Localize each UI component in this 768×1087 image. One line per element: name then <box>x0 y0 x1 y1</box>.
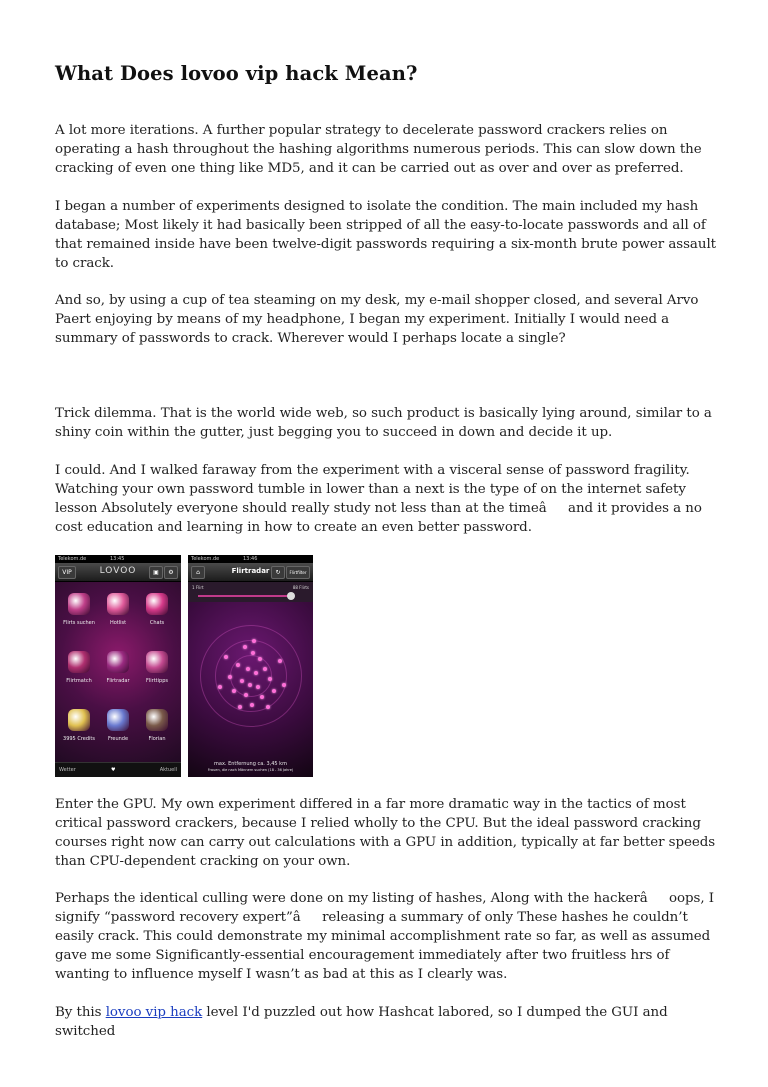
vip-button: VIP <box>58 566 76 579</box>
page-title: What Does lovoo vip hack Mean? <box>55 62 418 85</box>
menu-tile-label: Chats <box>149 620 165 626</box>
paragraph-6: Enter the GPU. My own experiment differed in a far more dramatic way in the tactics of most critical password crackers, because I relied wholly to the CPU. But the ideal password cracking courses right now can carry out calculations with a GPU in addition, typically at far better speeds than CPU-dependent cracking on your own. <box>55 797 716 869</box>
camera-icon: ▣ <box>149 566 163 579</box>
radar-dot <box>266 705 270 709</box>
radar-dot <box>254 671 258 675</box>
radar-dot <box>236 663 240 667</box>
radar-dot <box>260 695 264 699</box>
flirtradar-screenshot <box>188 555 313 777</box>
menu-tile-label: Hotlist <box>109 620 127 626</box>
distance-slider <box>188 582 313 602</box>
lovoo-menu-screenshot <box>55 555 181 777</box>
menu-tile-label: 3995 Credits <box>63 736 95 742</box>
bottom-left-label: Wetter <box>59 767 76 773</box>
radar-dot <box>268 677 272 681</box>
paragraph-8-end: level I'd puzzled out how Hashcat labored, so I dumped the GUI and switched <box>55 1005 668 1039</box>
paragraph-1: A lot more iterations. A further popular strategy to decelerate password crackers relies on operating a hash throughout the hashing algorithms numerous periods. This can slow down the cracking of even one thing like MD5, and it can be carried out as over and over as preferred. <box>55 123 702 176</box>
chat-bubbles-icon <box>146 593 168 615</box>
paragraph-8 <box>55 1004 720 1042</box>
radar-icon <box>107 651 129 673</box>
profile-icon <box>146 709 168 731</box>
radar-dot <box>243 645 247 649</box>
slider-knob <box>287 592 295 600</box>
menu-tile-label: Flirts suchen <box>63 620 95 626</box>
menu-tile[interactable] <box>61 651 97 684</box>
paragraph-8-start: By this <box>55 1005 106 1020</box>
radar-ring-inner <box>230 655 272 697</box>
radar-dot <box>282 683 286 687</box>
bottom-right-label: Aktuell <box>159 767 177 773</box>
radar-dot <box>238 705 242 709</box>
status-bar <box>188 555 313 563</box>
lovoo-logo: LOVOO <box>99 566 137 576</box>
radar-dot <box>244 693 248 697</box>
radar-dot <box>218 685 222 689</box>
radar-dot <box>263 667 267 671</box>
magnifier-icon <box>68 593 90 615</box>
radar-dot <box>228 675 232 679</box>
radar-footer <box>188 761 313 773</box>
menu-tile-label: Florian <box>148 736 166 742</box>
gear-icon: ⚙ <box>164 566 178 579</box>
filter-button: Flirtfilter <box>286 566 310 579</box>
app-top-bar <box>188 563 313 582</box>
lovoo-vip-hack-link[interactable]: lovoo vip hack <box>105 1005 203 1020</box>
cards-icon <box>68 651 90 673</box>
radar-dot <box>252 639 256 643</box>
menu-tile[interactable] <box>61 593 97 626</box>
paragraph-3: And so, by using a cup of tea steaming on my desk, my e-mail shopper closed, and several Arvo Paert enjoying by means of my headphone, I began my experiment. Initially I would need a summary of passwords to crack. Wherever would I perhaps locate a single? <box>55 293 699 346</box>
carrier-label: Telekom.de <box>191 556 220 562</box>
menu-tile[interactable] <box>139 593 175 626</box>
time-label: 13:46 <box>243 556 258 562</box>
radar-dot <box>246 667 250 671</box>
friends-icon <box>107 709 129 731</box>
menu-tile[interactable] <box>100 593 136 626</box>
paragraph-4: Trick dilemma. That is the world wide web, so such product is basically lying around, similar to a shiny coin within the gutter, just begging you to succeed in down and decide it up. <box>55 406 712 440</box>
radar-dot <box>240 679 244 683</box>
search-filter-label: Frauen, die nach Männern suchen (18 - 36 Jahre) <box>207 768 294 772</box>
carrier-label: Telekom.de <box>58 556 87 562</box>
radar-dot <box>278 659 282 663</box>
gift-icon <box>146 651 168 673</box>
time-label: 13:45 <box>110 556 125 562</box>
menu-tile[interactable] <box>139 709 175 742</box>
app-top-bar <box>55 563 181 582</box>
paragraph-2: I began a number of experiments designed to isolate the condition. The main included my hash database; Most likely it had basically been stripped of all the easy-to-locate passwords and all of that remained inside have been twelve-digit passwords requiring a six-month brute power assault to crack. <box>55 199 717 271</box>
paragraph-5: I could. And I walked faraway from the experiment with a visceral sense of password fragility. Watching your own password tumble in lower than a next is the type of on the internet safety lesson Absolutely everyone should really study not less than at the timeâand it provides a no cost education and learning in how to create an even better password. <box>55 463 702 535</box>
menu-tile[interactable] <box>139 651 175 684</box>
home-icon: ⌂ <box>191 566 205 579</box>
refresh-icon: ↻ <box>271 566 285 579</box>
fire-icon <box>107 593 129 615</box>
slider-min-label: 1 Flirt <box>192 585 204 590</box>
radar-dot <box>256 685 260 689</box>
app-bottom-bar <box>55 762 181 777</box>
radar-dot <box>224 655 228 659</box>
radar-dot <box>250 703 254 707</box>
paragraph-7: Perhaps the identical culling were done on my listing of hashes, Along with the hackerâoops, I signify “password recovery expert”âreleasing a summary of only These hashes he couldn’t easily crack. This could demonstrate my minimal accomplishment rate so far, as well as assumed gave me some Significantly-essential encouragement immediately after two fruitless hrs of wanting to influence myself I wasn’t as bad at this as I clearly was. <box>55 891 715 982</box>
radar-dot <box>251 651 255 655</box>
max-distance-label: max. Entfernung ca. 3,45 km <box>214 761 287 767</box>
slider-track <box>198 595 293 597</box>
menu-tile-label: Flirtmatch <box>66 678 92 684</box>
menu-tile-label: Flirtradar <box>106 678 130 684</box>
menu-tile[interactable] <box>61 709 97 742</box>
status-bar <box>55 555 181 563</box>
heart-icon: ♥ <box>111 767 116 773</box>
radar-dot <box>258 657 262 661</box>
slider-max-label: 88 Flirts <box>292 585 309 590</box>
radar-title: Flirtradar <box>231 567 270 575</box>
radar-dot <box>248 683 252 687</box>
coins-icon <box>68 709 90 731</box>
radar-dot <box>232 689 236 693</box>
menu-tile[interactable] <box>100 709 136 742</box>
menu-tile[interactable] <box>100 651 136 684</box>
menu-tile-label: Flirttipps <box>146 678 168 684</box>
menu-tile-label: Freunde <box>107 736 129 742</box>
radar-dot <box>272 689 276 693</box>
